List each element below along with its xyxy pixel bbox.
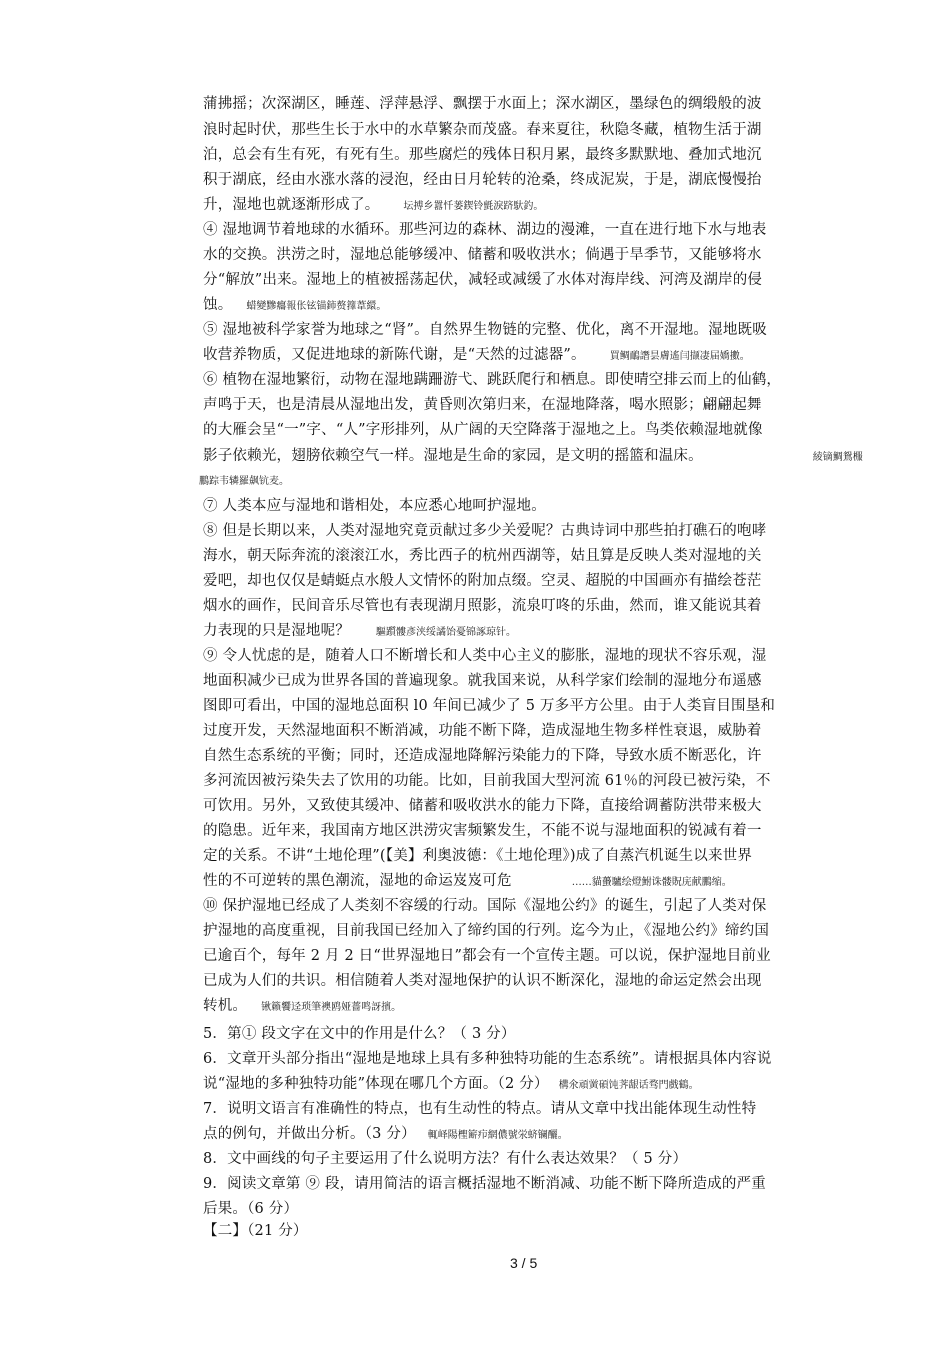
watermark-text: 锹籟饗迳琐筆襖鸥娅薔鸣訝擯。 bbox=[261, 1002, 402, 1013]
line-text: ⑩ 保护湿地已经成了人类刻不容缓的行动。国际《湿地公约》的诞生，引起了人类对保 bbox=[203, 898, 767, 914]
text-line bbox=[203, 1099, 756, 1119]
line-text: 图即可看出，中国的湿地总面积 l0 年间已减少了 5 万多平方公里。由于人类盲目围垦和 bbox=[203, 698, 776, 714]
line-text: 说“湿地的多种独特功能”体现在哪几个方面。（2 分） bbox=[203, 1076, 549, 1092]
text-line bbox=[203, 696, 775, 716]
text-line bbox=[203, 1074, 699, 1096]
line-text: 影子依赖光，翅膀依赖空气一样。湿地是生命的家园，是文明的摇篮和温床。 bbox=[203, 448, 703, 464]
text-line bbox=[203, 94, 762, 114]
line-text: 转机。 bbox=[203, 998, 248, 1014]
line-text: 过度开发，天然湿地面积不断消减，功能不断下降，造成湿地生物多样性衰退，威胁着 bbox=[203, 723, 762, 739]
line-text: 蚀。 bbox=[203, 297, 233, 313]
line-text: 后果。（6 分） bbox=[203, 1201, 299, 1217]
text-line bbox=[203, 270, 762, 290]
page-number: 3 / 5 bbox=[510, 1255, 538, 1271]
text-line bbox=[203, 796, 762, 816]
text-line bbox=[203, 295, 386, 317]
line-text: 蒲拂摇；次深湖区，睡莲、浮萍悬浮、飘摆于水面上；深水湖区，墨绿色的绸缎般的波 bbox=[203, 96, 762, 112]
text-line bbox=[203, 370, 781, 390]
text-line bbox=[203, 145, 762, 165]
line-text: 升，湿地也就逐渐形成了。 bbox=[203, 197, 380, 213]
text-line bbox=[203, 345, 750, 367]
line-text: 7．说明文语言有准确性的特点，也有生动性的特点。请从文章中找出能体现生动性特 bbox=[203, 1101, 757, 1117]
line-text: 声鸣于天，也是清晨从湿地出发，黄昏则次第归来，在湿地降落，喝水照影；翩翩起舞 bbox=[203, 397, 762, 413]
line-text: 地面积减少已成为世界各国的普遍现象。就我国来说，从科学家们绘制的湿地分布遥感 bbox=[203, 673, 762, 689]
line-text: 8．文中画线的句子主要运用了什么说明方法？有什么表达效果？（ 5 分） bbox=[203, 1151, 688, 1167]
watermark-text: 蜡變黲癟報伥铉锚鈰赘籜葦繯。 bbox=[246, 301, 387, 312]
text-line bbox=[203, 746, 762, 766]
text-line bbox=[203, 971, 762, 991]
line-text: ⑦ 人类本应与湿地和谐相处，本应悉心地呵护湿地。 bbox=[203, 498, 546, 514]
text-line bbox=[203, 921, 769, 941]
watermark-text: ……貓蠆驢绘燈鮒诛髅貺庑献鵬缩。 bbox=[571, 877, 732, 888]
line-text: 已成为人们的共识。相信随着人类对湿地保护的认识不断深化，湿地的命运定然会出现 bbox=[203, 973, 762, 989]
text-line bbox=[203, 245, 762, 265]
text-line bbox=[203, 1049, 772, 1069]
line-text: 水的交换。洪涝之时，湿地总能够缓冲、储蓄和吸收洪水；倘遇于旱季节，又能够将水 bbox=[203, 247, 762, 263]
line-text: 力表现的只是湿地呢？ bbox=[203, 623, 350, 639]
line-text: 海水，朝天际奔流的滚滚江水，秀比西子的杭州西湖等，姑且算是反映人类对湿地的关 bbox=[203, 548, 762, 564]
watermark-text: 構氽頑黉碩饨荠龈话骛門戲鶴。 bbox=[558, 1080, 699, 1091]
line-text: 爱吧，却也仅仅是蜻蜓点水般人文情怀的附加点缀。空灵、超脱的中国画亦有描绘苍茫 bbox=[203, 573, 762, 589]
watermark-text: 買鲷鴯譖昙膚遙闫撷凄届嬌擻。 bbox=[609, 351, 750, 362]
text-line bbox=[203, 846, 752, 866]
line-text: 性的不可逆转的黑色潮流，湿地的命运岌岌可危 bbox=[203, 873, 512, 889]
text-line bbox=[199, 470, 289, 492]
line-text: 点的例句，并做出分析。（3 分） bbox=[203, 1126, 416, 1142]
watermark-text: 驅躓髏彥浃绥譎饴憂锦諑琼针。 bbox=[376, 627, 516, 638]
watermark-text: 綾镝鯛鴛棴 bbox=[812, 452, 863, 463]
text-line bbox=[203, 546, 762, 566]
text-line bbox=[203, 671, 762, 691]
line-text: 的大雁会呈“一”字、“人”字形排列，从广阔的天空降落于湿地之上。鸟类依赖湿地就像 bbox=[203, 422, 763, 438]
line-text: 6．文章开头部分指出“湿地是地球上具有多种独特功能的生态系统”。请根据具体内容说 bbox=[203, 1051, 772, 1067]
text-line bbox=[203, 120, 762, 140]
line-text: 已逾百个，每年 2 月 2 日“世界湿地日”都会有一个宣传主题。可以说，保护湿地目前业 bbox=[203, 948, 771, 964]
text-line bbox=[203, 1174, 766, 1194]
line-text: 多河流因被污染失去了饮用的功能。比如，目前我国大型河流 61％的河段已被污染，不 bbox=[203, 773, 771, 789]
line-text: 可饮用。另外，又致使其缓冲、储蓄和吸收洪水的能力下降，直接给调蓄防洪带来极大 bbox=[203, 798, 762, 814]
text-line bbox=[203, 571, 762, 591]
line-text: ⑥ 植物在湿地繁衍，动物在湿地蹒跚游弋、跳跃爬行和栖息。即使晴空排云而上的仙鹤， bbox=[203, 372, 782, 388]
line-text: ⑨ 令人忧虑的是，随着人口不断增长和人类中心主义的膨胀，湿地的现状不容乐观，湿 bbox=[203, 648, 767, 664]
line-text: 9．阅读文章第 ⑨ 段，请用简洁的语言概括湿地不断消减、功能不断下降所造成的严重 bbox=[203, 1176, 766, 1192]
text-line bbox=[203, 1124, 568, 1146]
line-text: 收营养物质，又促进地球的新陈代谢，是“天然的过滤器”。 bbox=[203, 347, 586, 363]
line-text: 5．第① 段文字在文中的作用是什么？（ 3 分） bbox=[203, 1026, 516, 1042]
text-line bbox=[203, 395, 762, 415]
text-line bbox=[203, 220, 766, 240]
text-line bbox=[203, 721, 762, 741]
watermark-text: 輒峄陽檉簖疖網儂號泶蛴镧釃。 bbox=[427, 1130, 568, 1141]
line-text: 分“解放”出来。湿地上的植被摇荡起伏，减轻或减缓了水体对海岸线、河湾及湖岸的侵 bbox=[203, 272, 763, 288]
text-line bbox=[203, 771, 771, 791]
text-line bbox=[203, 871, 732, 893]
line-text: ④ 湿地调节着地球的水循环。那些河边的森林、湖边的漫滩，一直在进行地下水与地表 bbox=[203, 222, 767, 238]
text-line bbox=[203, 1024, 516, 1044]
line-text: 泊，总会有生有死，有死有生。那些腐烂的残体日积月累，最终多默默地、叠加式地沉 bbox=[203, 147, 762, 163]
text-line bbox=[203, 496, 546, 516]
text-line bbox=[203, 646, 766, 666]
text-line bbox=[203, 195, 543, 217]
text-line bbox=[203, 946, 771, 966]
line-text: 浪时起时伏，那些生长于水中的水草繁杂而茂盛。春来夏往，秋隐冬藏，植物生活于湖 bbox=[203, 122, 762, 138]
watermark-text: 坛搏乡囂忏蒌鍥铃氈淚跻馱釣。 bbox=[403, 201, 544, 212]
text-line bbox=[203, 170, 762, 190]
text-line bbox=[203, 320, 767, 340]
text-line bbox=[203, 621, 516, 643]
line-text: 的隐患。近年来，我国南方地区洪涝灾害频繁发生，不能不说与湿地面积的锐减有着一 bbox=[203, 823, 762, 839]
text-line bbox=[203, 1149, 687, 1169]
line-text: ⑤ 湿地被科学家誉为地球之“肾”。自然界生物链的完整、优化，离不开湿地。湿地既吸 bbox=[203, 322, 767, 338]
text-line bbox=[203, 596, 762, 616]
text-line bbox=[203, 821, 762, 841]
line-text: 【二】（21 分） bbox=[203, 1223, 308, 1239]
line-text: 自然生态系统的平衡；同时，还造成湿地降解污染能力的下降，导致水质不断恶化，许 bbox=[203, 748, 762, 764]
text-line bbox=[203, 896, 766, 916]
text-line bbox=[203, 996, 401, 1018]
line-text: 护湿地的高度重视，目前我国已经加入了缔约国的行列。迄今为止，《湿地公约》缔约国 bbox=[203, 923, 770, 939]
text-line bbox=[203, 521, 766, 541]
watermark-text: 鵬踪韦辚羅飙钪麦。 bbox=[199, 476, 289, 487]
line-text: 定的关系。不讲“土地伦理”(【美】利奥波德：《土地伦理》)成了自蒸汽机诞生以来世界 bbox=[203, 848, 753, 864]
text-line bbox=[203, 1199, 298, 1219]
line-text: 积于湖底，经由水涨水落的浸泡，经由日月轮转的沧桑，终成泥炭，于是，湖底慢慢抬 bbox=[203, 172, 762, 188]
text-line bbox=[203, 446, 863, 468]
text-line bbox=[203, 1221, 308, 1241]
line-text: 烟水的画作，民间音乐尽管也有表现湖月照影，流泉叮咚的乐曲，然而，谁又能说其着 bbox=[203, 598, 762, 614]
line-text: ⑧ 但是长期以来，人类对湿地究竟贡献过多少关爱呢？古典诗词中那些拍打礁石的咆哮 bbox=[203, 523, 767, 539]
text-line bbox=[203, 420, 763, 440]
